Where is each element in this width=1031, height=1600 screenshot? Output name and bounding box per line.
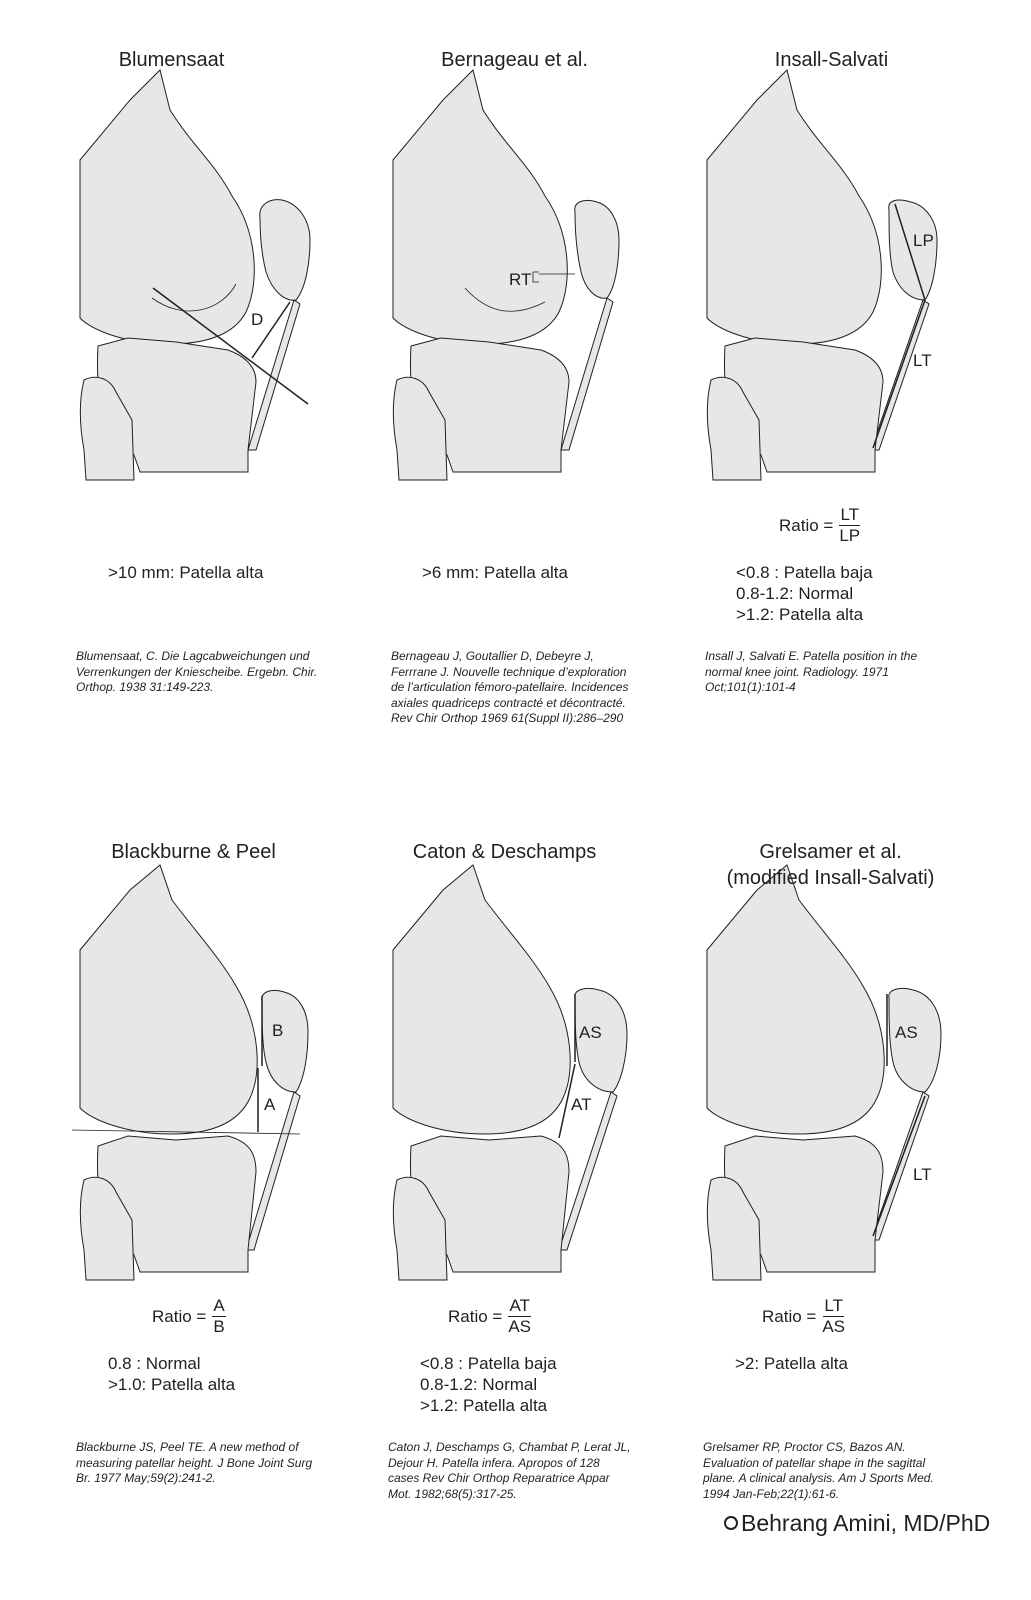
- criteria-bernageau: [422, 562, 568, 583]
- criterion: >10 mm: Patella alta: [108, 563, 264, 582]
- reference-caton-deschamps: Caton J, Deschamps G, Chambat P, Lerat JL, Dejour H. Patella infera. Apropos of 128 cases Rev Chir Orthop Reparatrice Appar Mot. 1982;68(5):317-25.: [388, 1440, 631, 1501]
- ratio-denominator: AS: [508, 1317, 532, 1336]
- criterion: >1.2: Patella alta: [420, 1396, 548, 1415]
- ratio-grelsamer: [762, 1296, 845, 1337]
- panel-insall-salvati: [627, 0, 970, 780]
- criteria-blackburne-peel: [108, 1353, 235, 1395]
- ratio-caton-deschamps: [448, 1296, 531, 1337]
- ratio-blackburne-peel: [152, 1296, 226, 1337]
- reference-blackburne-peel: Blackburne JS, Peel TE. A new method of measuring patellar height. J Bone Joint Surg Br. 1977 May;59(2):241-2.: [76, 1440, 313, 1485]
- reference-insall-salvati: Insall J, Salvati E. Patella position in the normal knee joint. Radiology. 1971 Oct;101(1):101-4: [705, 649, 918, 694]
- ratio-numerator: LT: [824, 1296, 843, 1315]
- femur: [393, 70, 567, 344]
- criterion: >6 mm: Patella alta: [422, 563, 568, 582]
- label-as: AS: [895, 1023, 918, 1042]
- patellar-tendon: [561, 298, 613, 450]
- femur: [707, 865, 884, 1134]
- criterion: <0.8 : Patella baja: [736, 563, 873, 582]
- criterion: 0.8-1.2: Normal: [420, 1375, 538, 1394]
- ratio-fraction: [822, 1296, 845, 1337]
- label-a: A: [264, 1095, 276, 1114]
- title-caton-deschamps: Caton & Deschamps: [412, 841, 597, 863]
- panel-grelsamer: [627, 780, 970, 1560]
- panel-caton-deschamps: [313, 780, 656, 1560]
- ratio-denominator: AS: [822, 1317, 846, 1336]
- panel-blackburne-peel: [0, 780, 343, 1560]
- label-lt: LT: [913, 1165, 932, 1184]
- femur: [80, 70, 254, 344]
- title-grelsamer: Grelsamer et al.: [759, 841, 902, 863]
- ratio-prefix: Ratio =: [152, 1306, 207, 1326]
- title-blumensaat: Blumensaat: [118, 49, 225, 71]
- ratio-insall-salvati: [779, 505, 860, 546]
- title-insall-salvati: Insall-Salvati: [774, 49, 889, 71]
- panel-blumensaat: [0, 0, 343, 780]
- label-at: AT: [571, 1095, 592, 1114]
- ratio-numerator: LT: [840, 505, 860, 524]
- reference-blumensaat: Blumensaat, C. Die Lagcabweichungen und Verrenkungen der Kniescheibe. Ergebn. Chir. Orthop. 1938 31:149-223.: [76, 649, 318, 694]
- criterion: 0.8-1.2: Normal: [736, 584, 854, 603]
- label-rt: RT: [509, 270, 532, 289]
- criteria-grelsamer: [735, 1353, 848, 1374]
- criteria-caton-deschamps: [420, 1353, 557, 1416]
- ratio-denominator: B: [213, 1317, 225, 1336]
- label-as: AS: [579, 1023, 602, 1042]
- ratio-prefix: Ratio =: [448, 1306, 503, 1326]
- ratio-fraction: [839, 505, 860, 546]
- label-lt: LT: [913, 351, 932, 370]
- ratio-numerator: AT: [509, 1296, 530, 1315]
- ratio-denominator: LP: [839, 526, 861, 545]
- patella: [889, 200, 937, 300]
- ratio-numerator: A: [213, 1296, 225, 1315]
- femur: [393, 865, 570, 1134]
- label-d: D: [251, 310, 264, 329]
- label-lp: LP: [913, 231, 934, 250]
- subtitle-grelsamer: (modified Insall-Salvati): [726, 867, 935, 889]
- label-b: B: [272, 1021, 284, 1040]
- credit-text: Behrang Amini, MD/PhD: [741, 1510, 991, 1536]
- knee-diagram-insall-salvati: [627, 0, 970, 520]
- knee-diagram-blumensaat: [0, 0, 343, 520]
- femur: [707, 70, 881, 344]
- criteria-insall-salvati: [736, 562, 873, 625]
- copyright-icon: [724, 1516, 738, 1530]
- femur: [80, 865, 257, 1134]
- criteria-blumensaat: [108, 562, 263, 583]
- ratio-prefix: Ratio =: [779, 515, 834, 535]
- patella: [575, 200, 619, 298]
- reference-grelsamer: Grelsamer RP, Proctor CS, Bazos AN. Evaluation of patellar shape in the sagittal plane. A clinical analysis. Am J Sports Med. 1994 Jan-Feb;22(1):61-6.: [703, 1440, 934, 1501]
- ratio-prefix: Ratio =: [762, 1306, 817, 1326]
- criterion: >2: Patella alta: [735, 1354, 848, 1373]
- ratio-fraction: [212, 1296, 225, 1337]
- panel-bernageau: [313, 0, 656, 780]
- reference-bernageau: Bernageau J, Goutallier D, Debeyre J, Ferrrane J. Nouvelle technique d’exploration de l’articulation fémoro-patellaire. Incidences axiales quadriceps contracté et décontracté. Rev Chir Orthop 1969 61(Suppl II):286–290: [391, 649, 629, 725]
- patella: [260, 200, 310, 301]
- ratio-fraction: [508, 1296, 531, 1337]
- criterion: >1.2: Patella alta: [736, 605, 864, 624]
- criterion: <0.8 : Patella baja: [420, 1354, 557, 1373]
- knee-diagram-bernageau: [313, 0, 656, 520]
- criterion: 0.8 : Normal: [108, 1354, 201, 1373]
- title-bernageau: Bernageau et al.: [441, 49, 588, 71]
- copyright-credit: [724, 1510, 990, 1537]
- patella: [262, 990, 308, 1092]
- criterion: >1.0: Patella alta: [108, 1375, 236, 1394]
- title-blackburne-peel: Blackburne & Peel: [111, 841, 276, 863]
